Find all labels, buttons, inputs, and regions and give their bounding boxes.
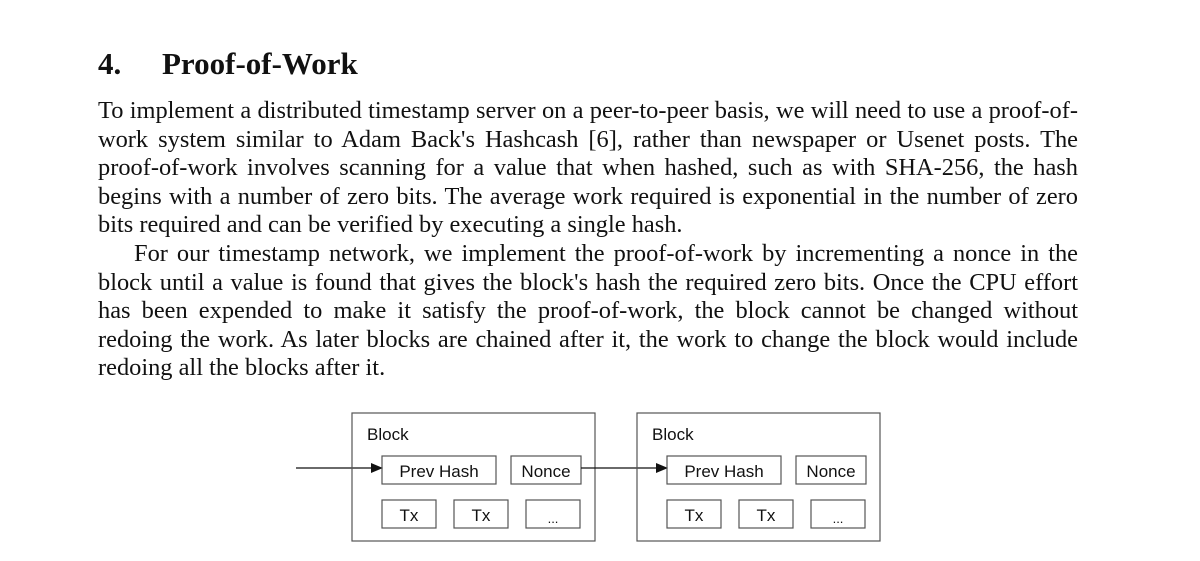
block-1-tx2: Tx bbox=[471, 506, 491, 525]
block-1-more: ... bbox=[547, 511, 559, 526]
block-1 bbox=[352, 413, 595, 541]
block-1-label: Block bbox=[367, 425, 409, 444]
block-2-prev-hash: Prev Hash bbox=[684, 462, 764, 481]
block-2 bbox=[637, 413, 880, 541]
block-2-label: Block bbox=[652, 425, 694, 444]
block-1-tx1: Tx bbox=[399, 506, 419, 525]
block-1-nonce: Nonce bbox=[521, 462, 571, 481]
block-2-tx1: Tx bbox=[684, 506, 704, 525]
block-1-prev-hash: Prev Hash bbox=[399, 462, 479, 481]
block-2-more: ... bbox=[832, 511, 844, 526]
section-number: 4. bbox=[98, 46, 122, 81]
block-2-nonce: Nonce bbox=[806, 462, 856, 481]
paragraph-1: To implement a distributed timestamp server on a peer-to-peer basis, we will need to use a proof-of-work system similar to Adam Back's Hashcash [6], rather than newspaper or Usenet posts. The proof-of-work involves scanning for a value that when hashed, such as with SHA-256, the hash begins with a number of zero bits. The average work required is exponential in the number of zero bits required and can be verified by executing a single hash. bbox=[98, 97, 1078, 239]
block-2-tx2: Tx bbox=[756, 506, 776, 525]
section-title: Proof-of-Work bbox=[162, 46, 358, 81]
paragraph-2: For our timestamp network, we implement the proof-of-work by incrementing a nonce in the block until a value is found that gives the block's hash the required zero bits. Once the CPU effort has been expended to make it satisfy the proof-of-work, the block cannot be changed without redoing the work. As later blocks are chained after it, the work to change the block would include redoing all the blocks after it. bbox=[98, 240, 1078, 382]
